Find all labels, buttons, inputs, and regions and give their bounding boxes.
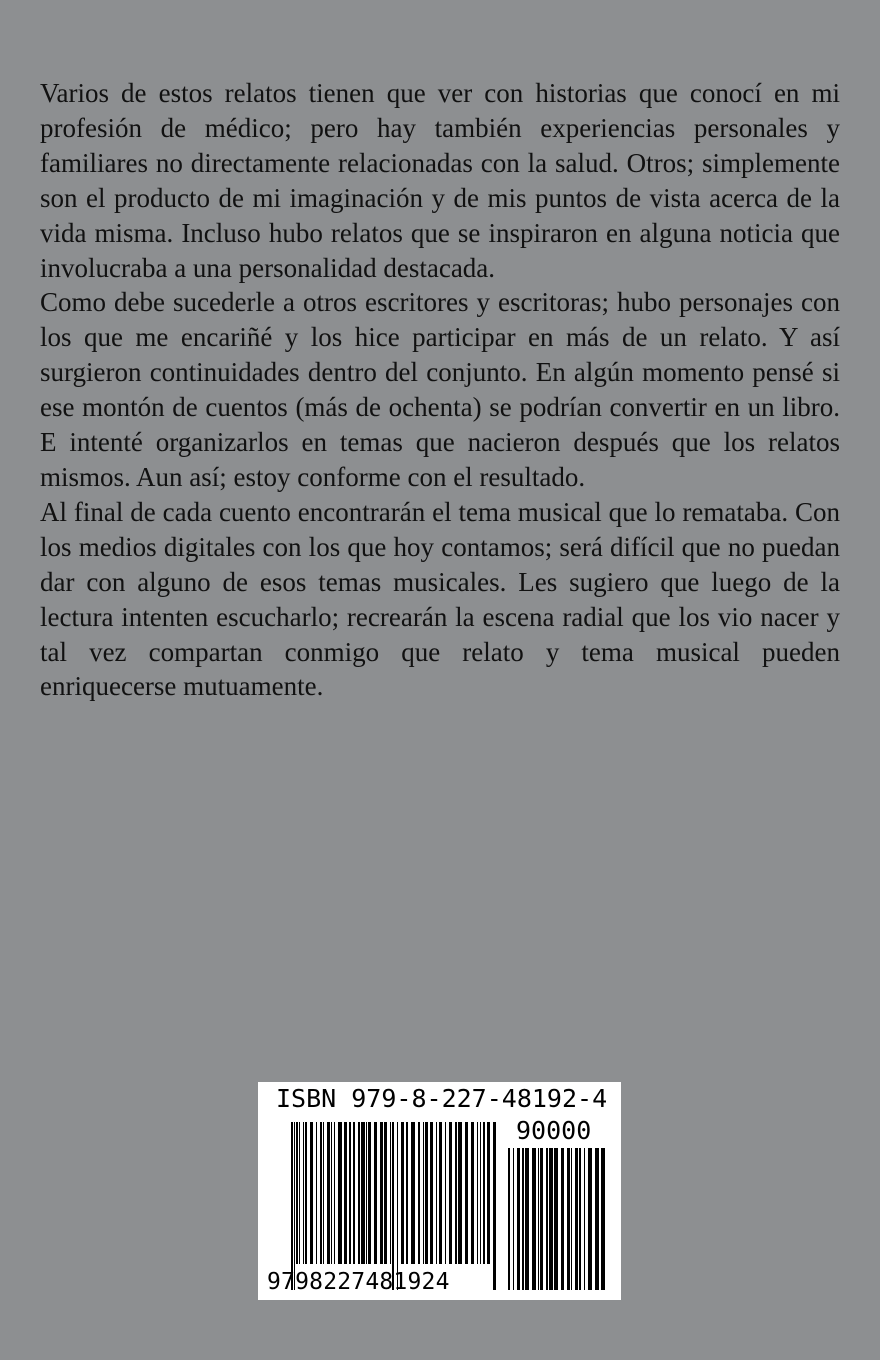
barcode-bar [323,1122,324,1264]
barcode-bar [465,1122,468,1264]
barcode-bar [554,1148,558,1290]
barcode-bar [579,1148,581,1290]
barcode-bar [392,1122,394,1290]
barcode-bar [493,1122,496,1290]
barcode-bar [353,1122,355,1264]
barcode-bar [327,1122,330,1264]
barcode-bar [296,1122,298,1264]
barcode-bar [571,1148,572,1290]
barcode-bar [595,1148,599,1290]
barcode-bar [517,1148,520,1290]
barcode-bar [483,1122,485,1264]
barcode-bar [368,1122,371,1264]
barcode-bar [299,1122,300,1264]
barcode-bar [458,1122,462,1264]
barcode-bar [401,1122,404,1264]
barcode-bar [525,1148,529,1290]
barcode-bar [567,1148,570,1290]
barcode-bar [540,1148,543,1290]
barcode-bar [532,1148,536,1290]
isbn-barcode [258,1082,621,1300]
barcode-bar [588,1148,592,1290]
barcode-bar [480,1122,481,1264]
barcode-bar [508,1148,510,1290]
barcode-bar [423,1122,424,1264]
barcode-bar [601,1148,605,1290]
barcode-bar [487,1122,490,1264]
blurb-paragraph-1: Varios de estos relatos tienen que ver con historias que conocí en mi profesión de médico; pero hay también experiencias personales y familiares no directamente relacionadas con la salud. Otros; simplemente son el producto de mi imaginación y de mis puntos de vista acerca de la vida misma. Incluso hubo relatos que se inspiraron en alguna noticia que involucraba a una personalidad destacada. [40,78,840,283]
back-cover-blurb [40,76,840,704]
barcode-bar [294,1122,295,1290]
ean-digits: 9798227481924 [267,1269,450,1295]
barcode-bar [411,1122,415,1264]
barcode-bar [584,1148,585,1290]
barcode-bar [349,1122,351,1264]
barcode-bar [418,1122,420,1264]
barcode-bar [449,1122,452,1264]
isbn-label: ISBN 979-8-227-48192-4 [276,1084,608,1113]
barcode-bar [575,1148,578,1290]
barcode-bar [549,1148,553,1290]
barcode-bar [430,1122,433,1264]
barcode-bar [305,1122,307,1264]
barcode-bar [361,1122,365,1264]
barcode-bar [316,1122,317,1264]
barcode-bar [310,1122,313,1264]
price-addon-code: 90000 [516,1116,592,1145]
barcode-bar [397,1122,398,1290]
barcode-bar [522,1148,524,1290]
barcode-bar [320,1122,322,1264]
barcode-bar [338,1122,342,1264]
barcode-bar [406,1122,408,1264]
barcode-bar [546,1148,548,1290]
barcode-bar [513,1148,514,1290]
barcode-bar [358,1122,360,1264]
barcode-bar [374,1122,377,1264]
barcode-bar [439,1122,442,1264]
barcode-bar [455,1122,457,1264]
barcode-bar [303,1122,304,1264]
barcode-bar [561,1148,564,1290]
barcode-bar [331,1122,332,1264]
barcode-bar [291,1122,293,1290]
barcode-bar [471,1122,474,1264]
blurb-paragraph-2: Como debe sucederle a otros escritores y escritoras; hubo personajes con los que me encariñé y los hice participar en más de un relato. Y así surgieron continuidades dentro del conjunto. En algún momento pensé si ese montón de cuentos (más de ochenta) se podrían convertir en un libro. E intenté organizarlos en temas que nacieron después que los relatos mismos. Aun así; estoy conforme con el resultado. [40,287,840,492]
barcode-bar [344,1122,347,1264]
barcode-bar [366,1122,367,1264]
barcode-bar [380,1122,383,1264]
blurb-paragraph-3: Al final de cada cuento encontrarán el tema musical que lo remataba. Con los medios digitales con los que hoy contamos; será difícil que no puedan dar con alguno de esos temas musicales. Les sugiero que luego de la lectura intenten escucharlo; recrearán la escena radial que los vio nacer y tal vez compartan conmigo que relato y tema musical pueden enriquecerse mutuamente. [40,496,840,702]
barcode-bar [334,1122,335,1264]
barcode-bar [390,1122,391,1264]
barcode-bar [425,1122,428,1264]
barcode-bar [477,1122,478,1264]
barcode-bar [445,1122,446,1264]
barcode-bar [384,1122,387,1264]
barcode-bar [538,1148,539,1290]
barcode-bar [436,1122,437,1264]
